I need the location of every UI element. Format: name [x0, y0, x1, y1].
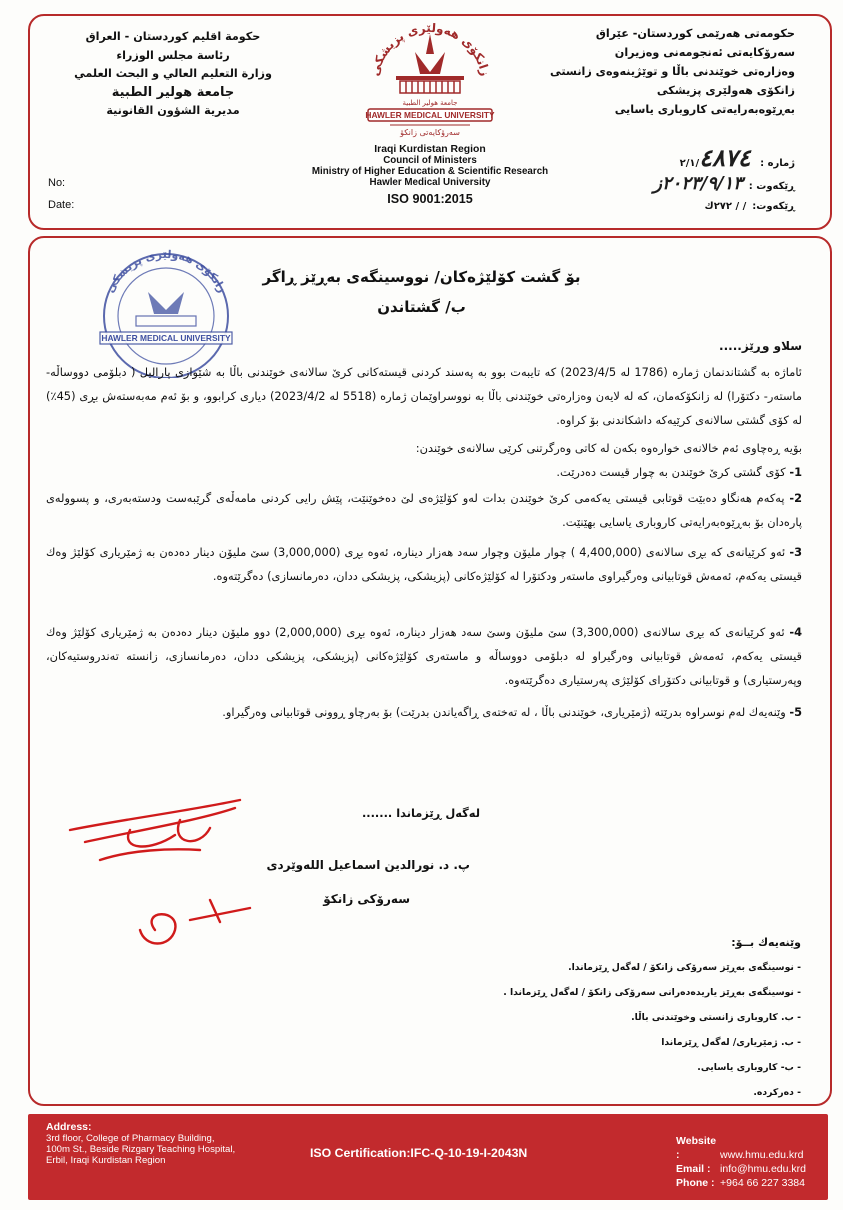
cc-item: - نوسینگەی بەڕێز سەرۆكی زانكۆ / لەگەل ڕێزماندا. — [568, 962, 801, 973]
paragraph-1: ئاماژە بە گشتاندنمان ژمارە (1786 لە 2023/4/5) كە تایبەت بوو بە پەسند كردنی قیستەكانی كرێ سالانەی خوێندنی باڵا بە شێوازی پارالیل ( دبلۆمی دووساڵە- ماستەر- دكتۆرا) لە زانكۆكەمان، كە لە لایەن وەزارەتی خوێندنی باڵا بە نووسراوێمان ژمارە (5518 لە 2023/4/2) دیاری كرابوو، و بۆ ئەم مەبەستەش بڕی (45٪) لە كۆی گشتی سالانەی كرێیەكە داشكاندنی بۆ كراوە. — [46, 365, 802, 427]
signature-icon — [60, 790, 320, 960]
letterhead-kurdish — [545, 24, 795, 119]
arabic-line: رئاسة مجلس الوزراء — [116, 48, 230, 62]
kurdish-line: سەرۆكایەتی ئەنجومەنی وەزیران — [614, 46, 795, 59]
english-line: Iraqi Kurdistan Region — [374, 144, 486, 155]
cc-item: - ب. ژمێریاری/ لەگەل ڕێزماندا — [661, 1037, 801, 1048]
list-item — [46, 700, 802, 724]
list-item — [46, 540, 802, 588]
list-item-number: 4- — [789, 625, 802, 639]
closing-line: لەگەل ڕێزماندا ....... — [361, 806, 480, 820]
date-label: Date: — [48, 199, 75, 211]
list-item — [46, 460, 802, 484]
email-link[interactable]: info@hmu.edu.krd — [720, 1163, 806, 1175]
arabic-line: مديرية الشؤون القانونية — [106, 104, 240, 117]
signer-title: سەرۆكی زانكۆ — [323, 892, 410, 906]
arabic-line: حكومة اقليم كوردستان - العراق — [85, 30, 261, 43]
footer-address — [46, 1122, 235, 1166]
kurdish-line: بەڕێوەبەرایەتی كاروباری یاسایی — [614, 103, 795, 116]
letterhead-arabic — [48, 28, 298, 121]
ref-date-value: ٢٠٢٣/٩/١٣ز — [653, 173, 743, 194]
list-item-text: وێنەیەك لەم نوسراوە بدرێتە (ژمێریاری، خوێندنی باڵا ، لە تەختەی ڕاگەیاندن بدرێت) بۆ بەرچاو ڕوونی قوتابیانی وەرگیراو. — [222, 705, 786, 719]
english-header — [300, 144, 560, 188]
list-item-text: ئەو كرێیانەی كە بڕی سالانەی (3,300,000) سێ ملیۆن وسێ سەد هەزار دینارە، ئەوە بڕی (2,000,000) دوو ملیۆن دینار دەدەن بە ژمێریاری كۆلێژ وەك قیستی یەكەم، ئەمەش قوتابیانی وەرگیراو لە دبلۆمی دووساڵە و ماستەری كۆلێژەكانی (پزیشكی، پزیشكی ددان، دەرمانسازی، زانستە تەندروستیەكان، وپەرستیاری) و قوتابیانی دكتۆرای كۆلێژی پەرستیاری دەگرێتەوە. — [46, 625, 802, 687]
cc-item: - نوسینگەی بەڕێز یاریدەدەرانی سەرۆكی زانكۆ / لەگەل ڕێزماندا . — [503, 987, 801, 998]
phone-label: Phone : — [676, 1177, 715, 1189]
seal-kurdish-bottom: سەرۆكایەتی زانكۆ — [400, 128, 460, 137]
stamp-arc-text: زانكۆی هەولێری پزیشكی — [103, 248, 229, 295]
cc-item: - ب. كاروباری زانستی وخوێندنی باڵا. — [631, 1012, 801, 1023]
website-link[interactable]: www.hmu.edu.krd — [720, 1149, 804, 1161]
english-line: Ministry of Higher Education & Scientific Research — [311, 166, 549, 177]
ref-date-label: ڕێكەوت : — [748, 181, 795, 192]
phone-number: +964 66 227 3384 — [720, 1177, 805, 1189]
list-item-text: پەكەم هەنگاو دەبێت قوتابی قیستی یەكەمی كرێ خوێندن بدات لەو كۆلێژەی لێ دەخوێنێت، پێش رایی كردنی مامەڵەی گرێبەست ودستەبەری، و پسوولەی پارەدان بۆ بەڕێوەبەرایەتی كاروباری یاسایی بهێنێت. — [46, 491, 802, 529]
address-label: Address: — [46, 1121, 92, 1133]
list-item-number: 3- — [789, 545, 803, 559]
list-item-number: 5- — [789, 705, 802, 719]
list-item-text: ئەو كرێیانەی كە بڕی سالانەی (4,400,000 ) چوار ملیۆن وچوار سەد هەزار دینارە، ئەوە بڕی (3,000,000) سێ ملیۆن دینار دەدەن بە ژمێریاری كۆلێژ وەك قیستی یەكەم، ئەمەش قوتابیانی وەرگیراوی ماستەر ودكتۆرا لە كۆلێژەكانی (پزیشكی، پزیشكی ددان، دەرمانسازی) دەگرێتەوە. — [46, 545, 802, 583]
signer-name: پ. د. نورالدین اسماعیل اللەوێردی — [266, 858, 470, 872]
ref-no-value: ٤٨٧٤ — [699, 143, 751, 172]
list-item — [46, 620, 802, 692]
list-item-number: 1- — [789, 465, 802, 479]
university-seal-icon — [360, 14, 500, 142]
ref-fields-kurdish — [653, 143, 795, 217]
address-line: 3rd floor, College of Pharmacy Building, — [46, 1133, 215, 1144]
paragraph-2: بۆیە ڕەچاوی ئەم خالانەی خوارەوە بكەن لە كاتی وەرگرتنی كرێی سالانەی خوێندن: — [415, 441, 802, 455]
list-item-number: 2- — [789, 491, 802, 505]
greeting: سلاو وڕێز..... — [719, 339, 802, 353]
list-item-text: كۆی گشتی كرێ خوێندن بە چوار قیست دەدرێت. — [556, 465, 786, 479]
letterhead-center — [300, 14, 560, 206]
kurdish-line: زانكۆی هەولێری پزیشكی — [656, 84, 795, 97]
ref-date2-value: / / ٢٧٢ك — [704, 201, 747, 212]
cc-item: - دەرکردە. — [753, 1087, 801, 1098]
seal-arc-text: زانكۆی هەولێری پزیشكی — [367, 20, 493, 78]
ref-date2-label: ڕێكەوت: — [752, 201, 795, 212]
university-seal — [360, 14, 500, 142]
no-label: No: — [48, 177, 66, 189]
cc-item: - ب- كاروباری یاسایی. — [697, 1062, 801, 1073]
seal-english: HAWLER MEDICAL UNIVERSITY — [365, 110, 495, 120]
kurdish-line: وەزارەتی خوێندنی باڵا و توێژینەوەی زانستی — [550, 65, 795, 78]
english-line: Hawler Medical University — [369, 177, 491, 188]
ref-fields-english — [48, 172, 74, 216]
address-line: 100m St., Beside Rizgary Teaching Hospital, — [46, 1144, 236, 1155]
stamp-english: HAWLER MEDICAL UNIVERSITY — [101, 333, 231, 343]
english-line: Council of Ministers — [383, 155, 477, 166]
cc-list — [503, 930, 801, 1105]
ref-no-label: ژمارە : ٢/١/ — [679, 158, 795, 169]
website-label: Website : — [676, 1135, 717, 1161]
footer-iso-cert: ISO Certification:IFC-Q-10-19-I-2043N — [310, 1146, 528, 1160]
list-item — [46, 486, 802, 534]
footer-contact — [676, 1134, 806, 1190]
cc-heading: وێنەیەك بــۆ: — [731, 936, 801, 949]
address-line: Erbil, Iraqi Kurdistan Region — [46, 1155, 166, 1166]
seal-arabic: جامعة هولير الطبية — [402, 99, 458, 107]
iso-label: ISO 9001:2015 — [387, 192, 473, 206]
letter-title: بۆ گشت كۆلێژەكان/ نووسینگەی بەڕێز ڕاگر — [262, 268, 581, 286]
letter-footer — [28, 1114, 828, 1200]
kurdish-line: حكومەتی هەرێمی كوردستان- عێراق — [595, 27, 795, 40]
email-label: Email : — [676, 1163, 711, 1175]
arabic-line: وزارة التعليم العالي و البحث العلمي — [74, 67, 272, 80]
arabic-line: جامعة هولير الطبية — [111, 84, 235, 100]
letter-subtitle: ب/ گشتاندن — [377, 298, 466, 316]
